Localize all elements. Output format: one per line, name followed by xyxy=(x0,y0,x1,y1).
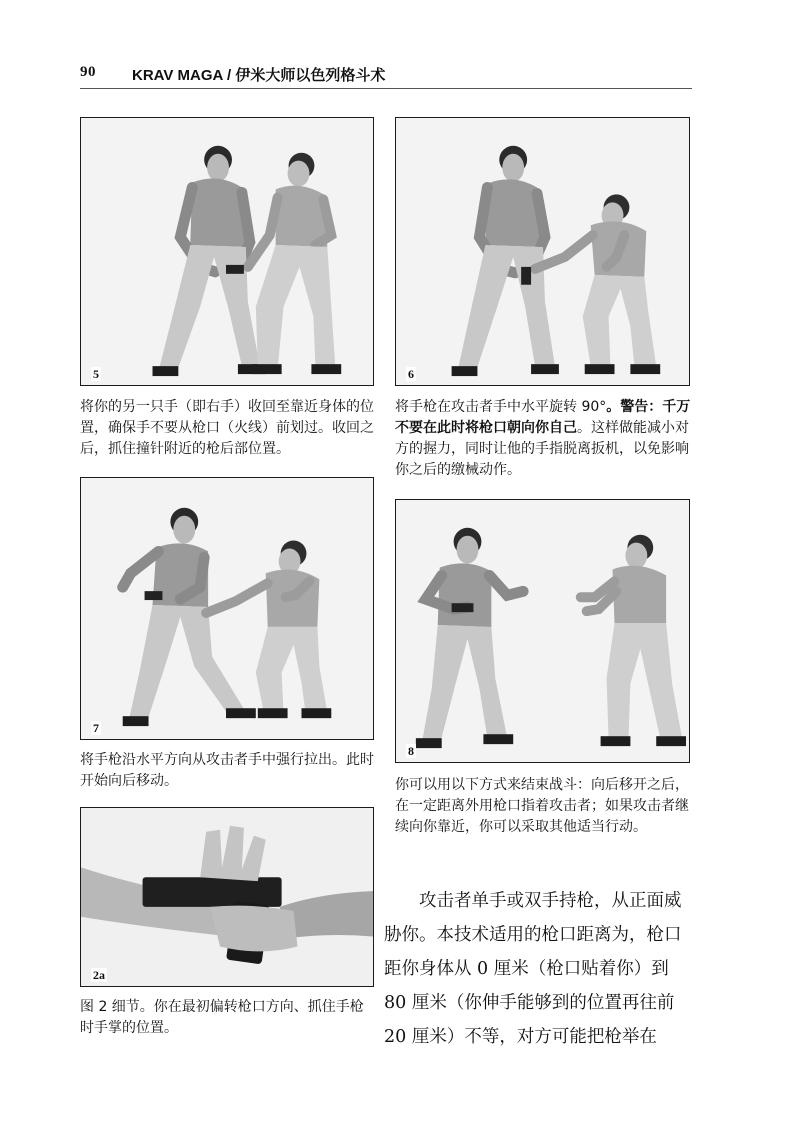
caption-warning-text: 千万不要在此时将枪口朝向你自己 xyxy=(395,399,691,436)
photo-2a xyxy=(80,807,374,987)
body-paragraph xyxy=(384,884,696,1054)
figure-number: 5 xyxy=(93,367,99,381)
body-paragraph-text: 攻击者单手或双手持枪，从正面威胁你。本技术适用的枪口距离为，枪口距你身体从 0 厘米（枪口贴着你）到 80 厘米（你伸手能够到的位置再往前 20 厘米）不等，对方可能把枪举在 xyxy=(384,891,682,1047)
page-number: 90 xyxy=(80,64,96,80)
caption-text: 将你的另一只手（即右手）收回至靠近身体的位置，确保手不要从枪口（火线）前划过。收回之后，抓住撞针附近的枪后部位置。 xyxy=(80,399,374,457)
photo-2a-illustration xyxy=(81,808,373,986)
figure-number: 2a xyxy=(93,968,105,982)
caption-figure-7 xyxy=(80,750,376,792)
caption-text: 你可以用以下方式来结束战斗：向后移开之后，在一定距离外用枪口指着攻击者；如果攻击者继续向你靠近，你可以采取其他适当行动。 xyxy=(395,777,689,835)
caption-figure-6 xyxy=(395,397,693,481)
caption-text-part1: 将手枪在攻击者手中水平旋转 90° xyxy=(395,399,607,415)
running-title: KRAV MAGA / 伊米大师以色列格斗术 xyxy=(132,67,386,84)
photo-8 xyxy=(395,499,690,763)
photo-7-illustration xyxy=(81,478,373,739)
caption-figure-2a xyxy=(80,997,376,1039)
caption-text: 图 2 细节。你在最初偏转枪口方向、抓住手枪时手掌的位置。 xyxy=(80,999,364,1036)
photo-6-illustration xyxy=(396,118,689,385)
photo-7 xyxy=(80,477,374,740)
photo-8-illustration xyxy=(396,500,689,762)
caption-text xyxy=(395,397,693,481)
figure-number: 8 xyxy=(408,744,414,758)
figure-number: 6 xyxy=(408,367,414,381)
photo-5 xyxy=(80,117,374,386)
figure-number: 7 xyxy=(93,721,99,735)
caption-warning-label: 。警告： xyxy=(606,399,663,415)
photo-5-illustration xyxy=(81,118,373,385)
caption-figure-5 xyxy=(80,397,376,460)
running-header xyxy=(80,64,692,89)
caption-text-part2: 。这样做能减小对方的握力，同时让他的手指脱离扳机，以免影响你之后的缴械动作。 xyxy=(395,420,689,478)
photo-6 xyxy=(395,117,690,386)
caption-text: 将手枪沿水平方向从攻击者手中强行拉出。此时开始向后移动。 xyxy=(80,752,374,789)
caption-figure-8 xyxy=(395,775,693,838)
